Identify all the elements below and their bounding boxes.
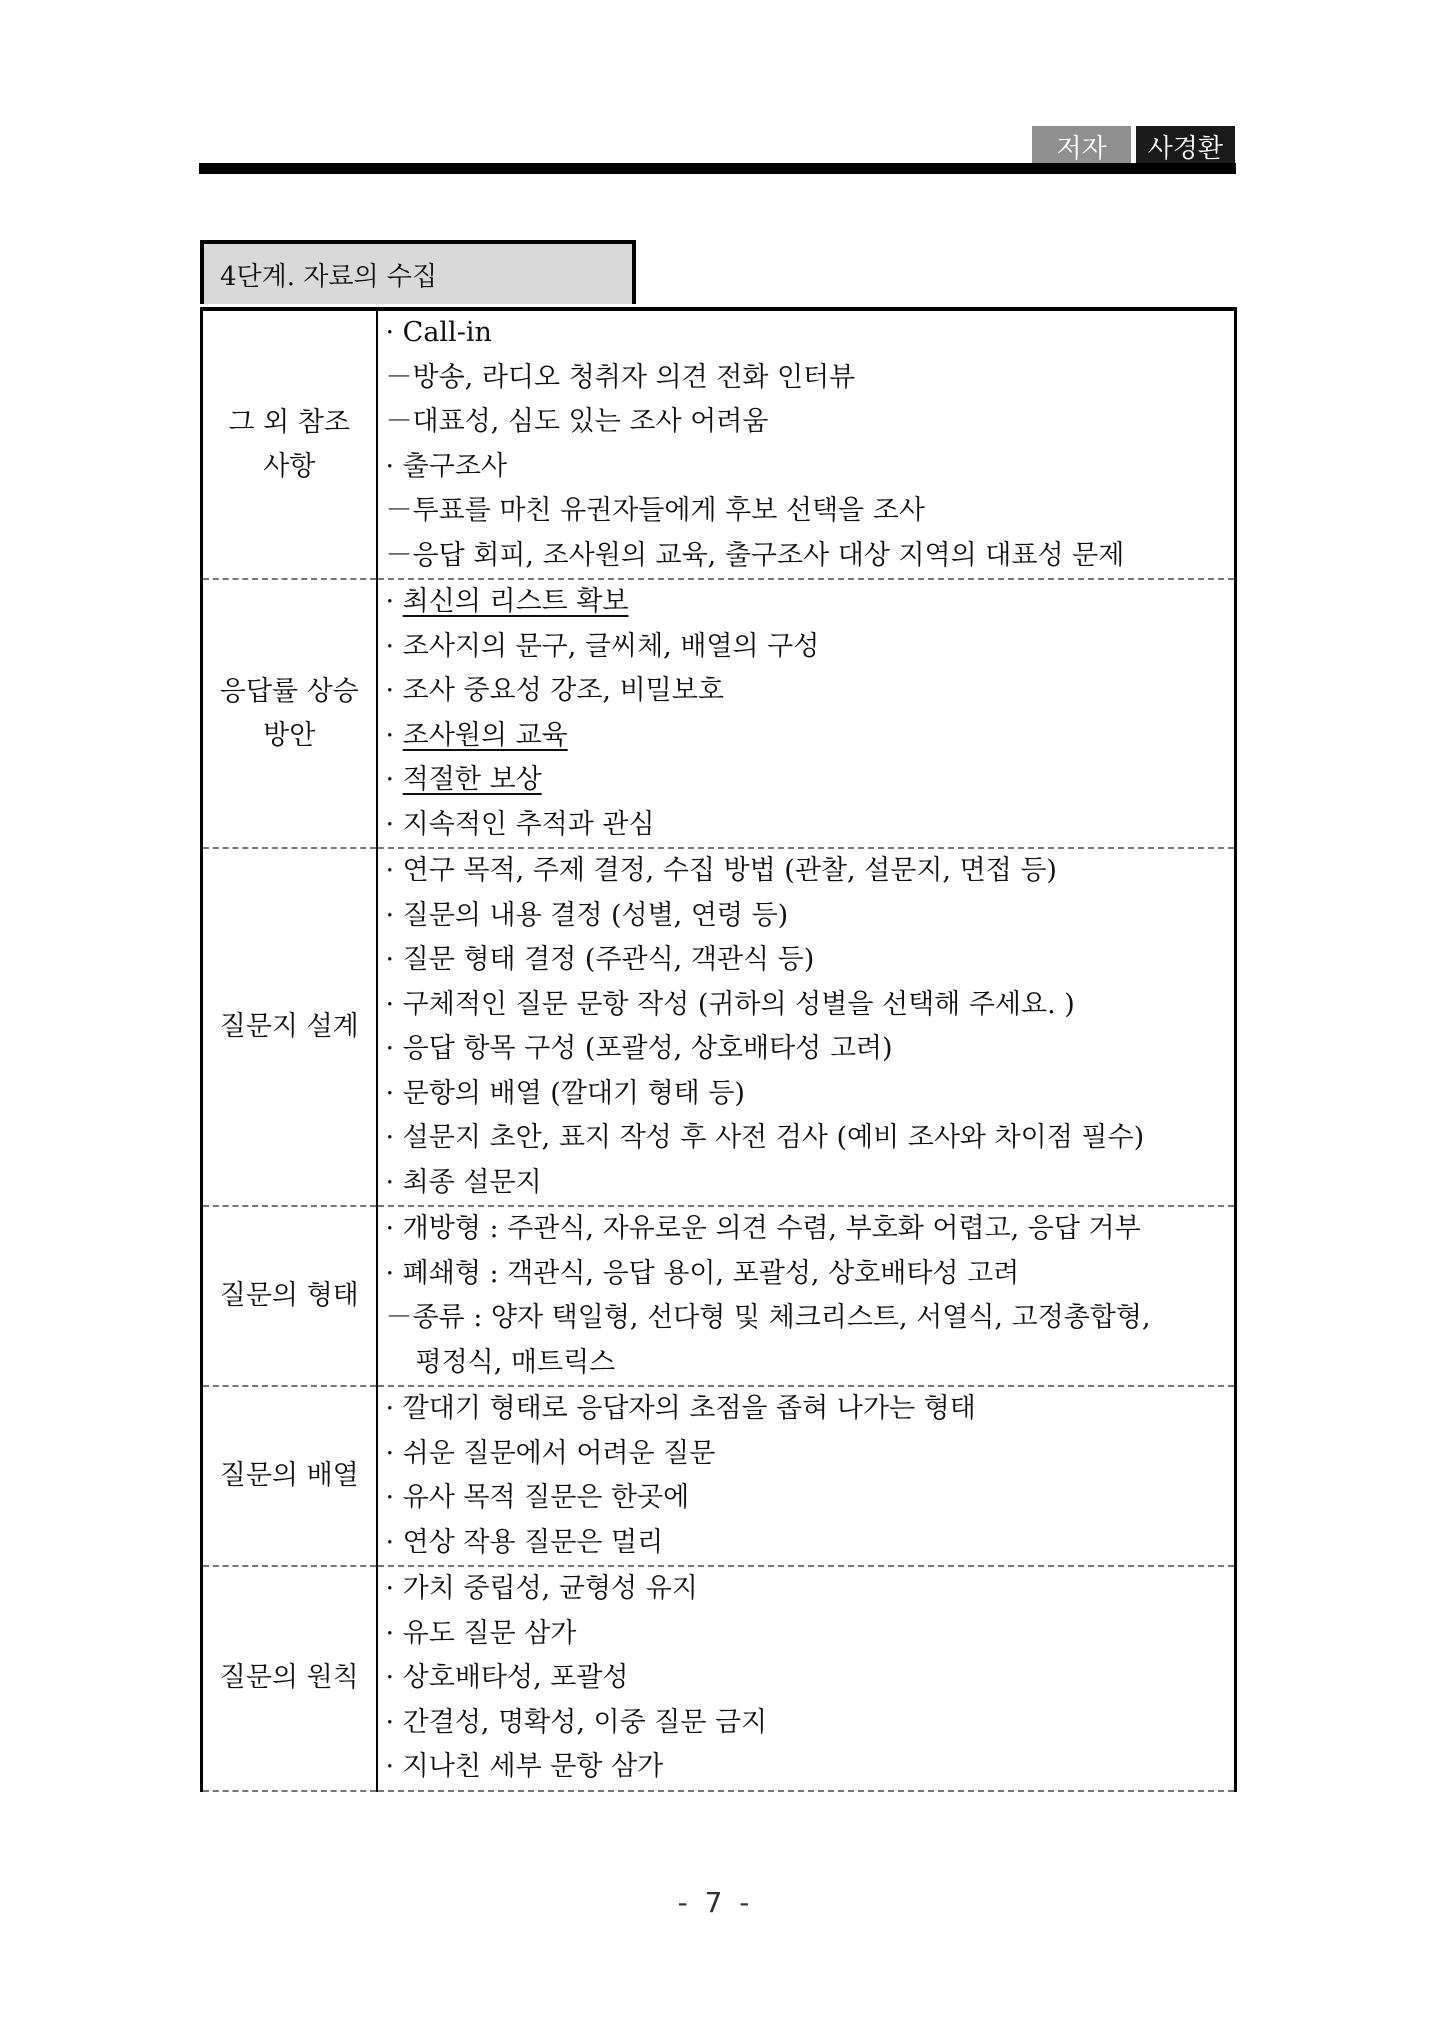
sub-item: －방송, 라디오 청취자 의견 전화 인터뷰 xyxy=(385,361,856,393)
table-row xyxy=(202,579,1236,848)
bullet-item: · 연구 목적, 주제 결정, 수집 방법 (관찰, 설문지, 면접 등) xyxy=(385,855,1057,886)
sub-item: －투표를 마친 유권자들에게 후보 선택을 조사 xyxy=(385,495,925,526)
page-number: - 7 - xyxy=(677,1886,754,1919)
bullet-item: · 지나친 세부 문항 삼가 xyxy=(385,1751,664,1782)
row-label-line: 질문지 설계 xyxy=(219,1011,359,1042)
row-label-line: 질문의 형태 xyxy=(219,1280,359,1311)
sub-item: －종류 : 양자 택일형, 선다형 및 체크리스트, 서열식, 고정총합형, xyxy=(385,1302,1151,1333)
row-items xyxy=(377,579,1236,848)
bullet-item: · 폐쇄형 : 객관식, 응답 용이, 포괄성, 상호배타성 고려 xyxy=(385,1257,1020,1289)
table-row xyxy=(202,848,1236,1206)
row-label xyxy=(202,579,377,848)
bullet-item: · 출구조사 xyxy=(385,450,507,482)
continued-item: 평정식, 매트릭스 xyxy=(415,1346,616,1378)
underlined-text: 최신의 리스트 확보 xyxy=(402,586,629,617)
bullet-item xyxy=(386,758,1235,803)
bullet-item: · 조사 중요성 강조, 비밀보호 xyxy=(385,675,724,706)
row-label xyxy=(202,1206,377,1386)
bullet-item: · 문항의 배열 (깔대기 형태 등) xyxy=(385,1077,745,1109)
bullet-item: · 유사 목적 질문은 한곳에 xyxy=(385,1482,690,1513)
row-label-line: 질문의 배열 xyxy=(219,1460,359,1491)
content-table xyxy=(200,307,1237,1792)
bullet-item: · 응답 항목 구성 (포괄성, 상호배타성 고려) xyxy=(385,1033,893,1064)
table-row xyxy=(202,309,1236,579)
sub-item: －응답 회피, 조사원의 교육, 출구조사 대상 지역의 대표성 문제 xyxy=(385,539,1125,571)
row-label-line: 사항 xyxy=(263,450,316,482)
bullet-item: · 설문지 초안, 표지 작성 후 사전 검사 (예비 조사와 차이점 필수) xyxy=(385,1122,1145,1153)
bullet-item: · 상호배타성, 포괄성 xyxy=(385,1662,629,1693)
bullet-item: · 간결성, 명확성, 이중 질문 금지 xyxy=(385,1706,768,1738)
bullet-marker: · xyxy=(385,764,403,795)
bullet-item: · 개방형 : 주관식, 자유로운 의견 수렴, 부호화 어렵고, 응답 거부 xyxy=(385,1213,1141,1244)
row-label-line: 응답률 상승 xyxy=(219,675,359,707)
bullet-marker: · xyxy=(385,719,403,751)
header-rule xyxy=(199,163,1236,174)
bullet-item: · 유도 질문 삼가 xyxy=(385,1617,577,1649)
table-row xyxy=(202,1386,1236,1566)
bullet-item: · 쉬운 질문에서 어려운 질문 xyxy=(385,1437,716,1469)
bullet-item: · 질문 형태 결정 (주관식, 객관식 등) xyxy=(385,944,815,975)
bullet-item: · 질문의 내용 결정 (성별, 연령 등) xyxy=(385,899,789,931)
row-label xyxy=(202,309,377,579)
bullet-item: · 깔대기 형태로 응답자의 초점을 좁혀 나가는 형태 xyxy=(385,1393,976,1424)
row-label-line: 질문의 원칙 xyxy=(219,1662,359,1694)
table-row xyxy=(202,1566,1236,1791)
row-items xyxy=(377,1206,1236,1386)
row-items xyxy=(377,309,1236,579)
row-label-line: 방안 xyxy=(263,719,316,751)
bullet-item xyxy=(386,580,1235,625)
row-items xyxy=(377,1566,1236,1791)
bullet-item: · 연상 작용 질문은 멀리 xyxy=(385,1526,664,1558)
author-header xyxy=(1032,126,1235,166)
row-label xyxy=(202,1566,377,1791)
table-row xyxy=(202,1206,1236,1386)
row-label xyxy=(202,848,377,1206)
bullet-marker: · xyxy=(385,586,403,617)
author-label: 저자 xyxy=(1032,126,1130,166)
row-items xyxy=(377,848,1236,1206)
sub-item: －대표성, 심도 있는 조사 어려움 xyxy=(385,406,769,437)
section-title: 4단계. 자료의 수집 xyxy=(200,240,636,304)
bullet-item: · Call-in xyxy=(385,317,492,348)
bullet-item xyxy=(386,714,1235,759)
bullet-item: · 구체적인 질문 문항 작성 (귀하의 성별을 선택해 주세요. ) xyxy=(385,988,1075,1020)
bullet-item: · 가치 중립성, 균형성 유지 xyxy=(385,1573,698,1604)
author-name: 사경환 xyxy=(1136,126,1235,166)
bullet-item: · 지속적인 추적과 관심 xyxy=(385,808,655,840)
row-label-line: 그 외 참조 xyxy=(228,406,350,438)
underlined-text: 적절한 보상 xyxy=(402,764,542,795)
row-items xyxy=(377,1386,1236,1566)
table-body xyxy=(202,309,1236,1791)
bullet-item: · 조사지의 문구, 글씨체, 배열의 구성 xyxy=(385,630,820,662)
bullet-item: · 최종 설문지 xyxy=(385,1166,542,1198)
row-label xyxy=(202,1386,377,1566)
underlined-text: 조사원의 교육 xyxy=(402,719,568,751)
